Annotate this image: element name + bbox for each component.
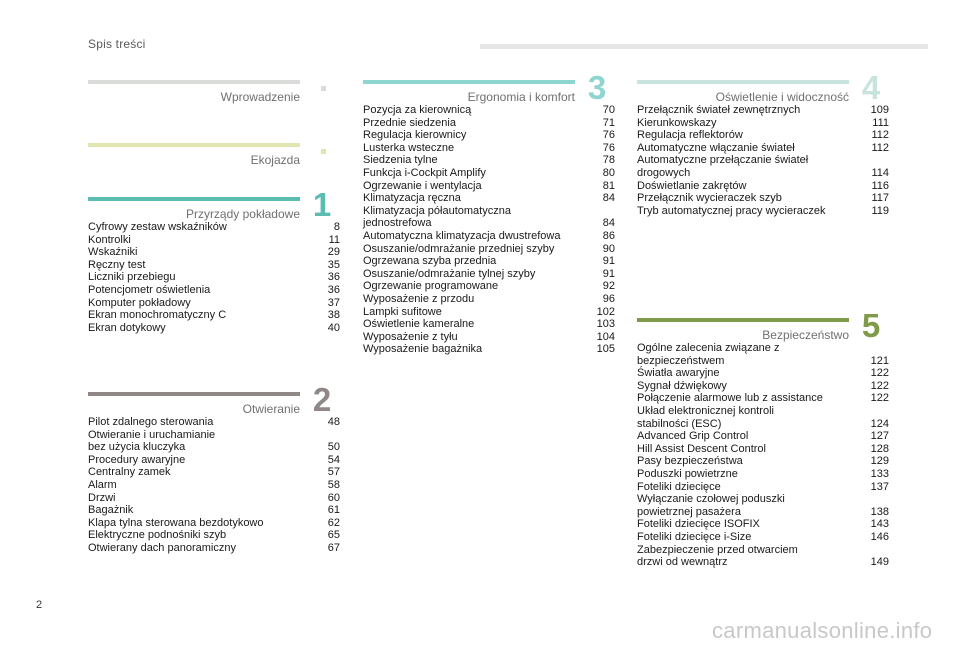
- toc-entry[interactable]: [363, 331, 615, 344]
- toc-entry-page: 86: [602, 229, 615, 242]
- toc-entry-label: Zabezpieczenie przed otwarciem drzwi od wewnątrz: [637, 543, 798, 569]
- toc-entry-page: 116: [871, 179, 889, 192]
- toc-entry-page: 104: [596, 330, 615, 343]
- section-bar: [88, 392, 300, 396]
- toc-entry-label: Oświetlenie kameralne: [363, 318, 475, 331]
- toc-entry-label: Wyposażenie z tyłu: [363, 330, 458, 343]
- toc-entry-page: 143: [870, 518, 889, 531]
- toc-entry-page: 81: [602, 179, 615, 192]
- toc-entry-label: Połączenie alarmowe lub z assistance: [637, 392, 823, 405]
- section-bar: [88, 143, 300, 147]
- toc-entry[interactable]: [637, 518, 889, 531]
- section-marker: [321, 86, 326, 91]
- toc-entry[interactable]: [637, 455, 889, 468]
- toc-entry-page: 36: [327, 283, 340, 296]
- toc-entry-page: 109: [870, 104, 889, 116]
- toc-entry-label: Osuszanie/odmrażanie przedniej szyby: [363, 242, 555, 255]
- toc-entry[interactable]: [363, 230, 615, 243]
- toc-entry-label: Advanced Grip Control: [637, 430, 749, 443]
- toc-entry-page: 146: [870, 530, 889, 543]
- toc-entry-page: 36: [327, 271, 340, 284]
- toc-entry[interactable]: [88, 322, 340, 335]
- toc-entry[interactable]: [637, 392, 889, 405]
- toc-entry-label: Pasy bezpieczeństwa: [637, 455, 743, 468]
- toc-entry-page: 90: [602, 242, 615, 255]
- toc-entry[interactable]: [88, 529, 340, 542]
- toc-entry-page: 61: [327, 504, 340, 517]
- section-title: Ergonomia i komfort: [467, 90, 575, 104]
- watermark: carmanualsonline.info: [712, 618, 933, 643]
- toc-entry-label: Przełącznik wycieraczek szyb: [637, 192, 782, 205]
- section-number: 1: [312, 186, 332, 223]
- toc-entry-label: Funkcja i-Cockpit Amplify: [363, 166, 486, 179]
- toc-entry-page: 76: [602, 129, 615, 142]
- toc-entry[interactable]: [637, 493, 889, 518]
- toc-entry[interactable]: [88, 234, 340, 247]
- section-bar: [637, 318, 849, 322]
- toc-entry-page: 117: [871, 192, 889, 205]
- toc-entry-label: Elektryczne podnośniki szyb: [88, 529, 227, 542]
- toc-list: [637, 342, 889, 569]
- toc-entry-page: 57: [327, 466, 340, 479]
- section-title: Otwieranie: [242, 402, 300, 416]
- toc-entry-page: 133: [870, 467, 889, 480]
- toc-entry-page: 48: [327, 416, 340, 428]
- toc-entry-label: Sygnał dźwiękowy: [637, 379, 727, 392]
- toc-entry[interactable]: [363, 243, 615, 256]
- toc-entry[interactable]: [363, 268, 615, 281]
- toc-entry-label: Wyposażenie bagażnika: [363, 343, 483, 356]
- toc-entry-label: Foteliki dziecięce ISOFIX: [637, 518, 760, 531]
- toc-entry-page: 91: [602, 255, 615, 268]
- toc-entry-label: Lusterka wsteczne: [363, 141, 455, 154]
- toc-entry-label: Ekran monochromatyczny C: [88, 309, 227, 322]
- section-number: 3: [587, 69, 607, 106]
- section-number: 4: [861, 69, 881, 106]
- toc-entry-label: Procedury awaryjne: [88, 453, 186, 466]
- toc-entry-label: Pilot zdalnego sterowania: [88, 416, 214, 428]
- toc-entry-label: Przednie siedzenia: [363, 116, 456, 129]
- toc-entry[interactable]: [637, 468, 889, 481]
- toc-entry-label: Ekran dotykowy: [88, 321, 166, 334]
- toc-entry-page: 96: [602, 292, 615, 305]
- toc-list: [363, 104, 615, 356]
- toc-entry-label: Centralny zamek: [88, 466, 171, 479]
- toc-entry-label: Lampki sufitowe: [363, 305, 442, 318]
- toc-entry[interactable]: [88, 517, 340, 530]
- toc-entry-page: 84: [602, 217, 615, 230]
- toc-entry-page: 122: [870, 367, 889, 380]
- toc-entry[interactable]: [363, 255, 615, 268]
- toc-entry-page: 58: [327, 478, 340, 491]
- section-wprowadzenie: [88, 80, 340, 104]
- toc-entry-label: Automatyczna klimatyzacja dwustrefowa: [363, 229, 561, 242]
- toc-entry-page: 37: [327, 296, 340, 309]
- toc-entry-label: Siedzenia tylne: [363, 154, 438, 167]
- toc-entry[interactable]: [88, 454, 340, 467]
- toc-entry[interactable]: [88, 259, 340, 272]
- toc-entry-label: Doświetlanie zakrętów: [637, 179, 747, 192]
- section-ekojazda: [88, 143, 340, 167]
- section-marker: [321, 149, 326, 154]
- toc-entry-label: Wskaźniki: [88, 246, 138, 259]
- toc-entry[interactable]: [88, 429, 340, 454]
- toc-entry-label: Potencjometr oświetlenia: [88, 283, 211, 296]
- toc-entry-page: 105: [596, 343, 615, 356]
- toc-entry-label: Poduszki powietrzne: [637, 467, 738, 480]
- toc-entry-page: 128: [870, 442, 889, 455]
- page-number: 2: [36, 599, 43, 611]
- toc-entry-page: 76: [602, 141, 615, 154]
- toc-entry-label: Klimatyzacja ręczna: [363, 192, 461, 205]
- toc-entry[interactable]: [637, 180, 889, 193]
- toc-entry-label: Ogrzewana szyba przednia: [363, 255, 497, 268]
- toc-entry-label: Automatyczne włączanie świateł: [637, 141, 795, 154]
- toc-entry[interactable]: [363, 306, 615, 319]
- toc-list: [637, 104, 889, 217]
- toc-entry[interactable]: [363, 293, 615, 306]
- toc-entry-label: Klimatyzacja półautomatyczna jednostrefowa: [363, 204, 511, 230]
- toc-entry-label: Regulacja kierownicy: [363, 129, 467, 142]
- toc-entry[interactable]: [637, 405, 889, 430]
- toc-entry[interactable]: [88, 246, 340, 259]
- toc-entry[interactable]: [363, 129, 615, 142]
- toc-entry[interactable]: [88, 309, 340, 322]
- toc-entry-page: 78: [602, 154, 615, 167]
- toc-entry-label: Drzwi: [88, 491, 116, 504]
- toc-entry[interactable]: [88, 466, 340, 479]
- toc-entry[interactable]: [363, 180, 615, 193]
- toc-entry-page: 114: [871, 166, 889, 179]
- toc-entry[interactable]: [88, 542, 340, 555]
- toc-entry-page: 112: [871, 141, 889, 154]
- toc-entry[interactable]: [637, 104, 889, 117]
- toc-entry[interactable]: [637, 154, 889, 179]
- toc-entry-label: Przełącznik świateł zewnętrznych: [637, 104, 801, 116]
- toc-entry[interactable]: [363, 343, 615, 356]
- section-bezpieczenstwo: [637, 307, 889, 569]
- toc-entry-page: 54: [327, 453, 340, 466]
- toc-entry-label: Regulacja reflektorów: [637, 129, 743, 142]
- toc-entry-page: 102: [596, 305, 615, 318]
- section-bar: [88, 80, 300, 84]
- section-title: Bezpieczeństwo: [762, 328, 849, 342]
- toc-entry[interactable]: [88, 416, 340, 429]
- section-oswietlenie: [637, 69, 889, 217]
- toc-entry[interactable]: [363, 280, 615, 293]
- toc-entry-label: Foteliki dziecięce: [637, 480, 721, 493]
- section-otwieranie: [88, 381, 340, 555]
- toc-entry-page: 50: [327, 441, 340, 454]
- toc-entry-label: Ogrzewanie i wentylacja: [363, 179, 482, 192]
- toc-entry-page: 103: [596, 318, 615, 331]
- toc-entry-page: 124: [870, 417, 889, 430]
- toc-entry-page: 121: [870, 354, 889, 367]
- section-ergonomia: [363, 69, 615, 356]
- toc-entry-page: 149: [870, 556, 889, 569]
- toc-entry-label: Osuszanie/odmrażanie tylnej szyby: [363, 267, 536, 280]
- toc-entry[interactable]: [363, 205, 615, 230]
- toc-entry-label: Ogrzewanie programowane: [363, 280, 499, 293]
- toc-entry[interactable]: [363, 167, 615, 180]
- toc-entry-label: Ogólne zalecenia związane z bezpieczeństwem: [637, 342, 780, 367]
- page-header-title: Spis treści: [88, 37, 146, 51]
- toc-entry[interactable]: [637, 430, 889, 443]
- toc-entry-label: Tryb automatycznej pracy wycieraczek: [637, 204, 826, 217]
- toc-entry-page: 60: [327, 491, 340, 504]
- toc-entry-label: Układ elektronicznej kontroli stabilności (ESC): [637, 404, 774, 430]
- toc-entry[interactable]: [88, 221, 340, 234]
- section-number: 2: [312, 381, 332, 418]
- toc-entry[interactable]: [637, 544, 889, 569]
- toc-entry-label: Hill Assist Descent Control: [637, 442, 766, 455]
- toc-entry-page: 122: [870, 392, 889, 405]
- toc-list: [88, 416, 340, 555]
- toc-entry-label: Klapa tylna sterowana bezdotykowo: [88, 516, 264, 529]
- toc-entry[interactable]: [637, 192, 889, 205]
- toc-entry[interactable]: [363, 154, 615, 167]
- toc-entry[interactable]: [637, 117, 889, 130]
- toc-entry-label: Ręczny test: [88, 258, 146, 271]
- toc-entry[interactable]: [637, 129, 889, 142]
- toc-entry-label: Liczniki przebiegu: [88, 271, 176, 284]
- toc-entry[interactable]: [88, 271, 340, 284]
- toc-entry[interactable]: [88, 492, 340, 505]
- toc-entry-label: Foteliki dziecięce i-Size: [637, 530, 752, 543]
- toc-entry[interactable]: [637, 380, 889, 393]
- toc-entry[interactable]: [363, 318, 615, 331]
- toc-entry-page: 29: [327, 246, 340, 259]
- section-przyrzady: [88, 186, 340, 334]
- toc-entry-page: 65: [327, 529, 340, 542]
- toc-entry[interactable]: [637, 531, 889, 544]
- toc-entry[interactable]: [637, 481, 889, 494]
- toc-entry[interactable]: [363, 104, 615, 117]
- toc-entry-label: Wyposażenie z przodu: [363, 292, 475, 305]
- section-bar: [88, 197, 300, 201]
- toc-entry-label: Otwierany dach panoramiczny: [88, 541, 236, 554]
- toc-entry-label: Pozycja za kierownicą: [363, 104, 472, 116]
- toc-entry-page: 38: [327, 309, 340, 322]
- section-bar: [363, 80, 575, 84]
- toc-entry-page: 127: [870, 430, 889, 443]
- toc-entry-page: 138: [870, 505, 889, 518]
- toc-entry-page: 119: [871, 204, 889, 217]
- toc-entry[interactable]: [363, 192, 615, 205]
- toc-list: [88, 221, 340, 334]
- toc-entry-label: Automatyczne przełączanie świateł drogowych: [637, 154, 809, 179]
- toc-entry-label: Cyfrowy zestaw wskaźników: [88, 221, 227, 233]
- toc-entry-page: 92: [602, 280, 615, 293]
- toc-entry[interactable]: [637, 342, 889, 367]
- toc-entry[interactable]: [637, 443, 889, 456]
- toc-entry-page: 40: [327, 321, 340, 334]
- toc-entry-label: Kierunkowskazy: [637, 116, 717, 129]
- toc-entry-label: Światła awaryjne: [637, 367, 720, 380]
- toc-entry-page: 70: [602, 104, 615, 116]
- toc-entry-page: 84: [602, 192, 615, 205]
- toc-entry-label: Alarm: [88, 478, 117, 491]
- toc-entry-page: 71: [602, 116, 615, 129]
- toc-entry[interactable]: [363, 142, 615, 155]
- toc-entry-page: 67: [327, 541, 340, 554]
- toc-entry-label: Bagażnik: [88, 504, 134, 517]
- toc-entry-page: 111: [872, 116, 889, 129]
- section-title: Ekojazda: [250, 153, 300, 167]
- header-divider: [480, 44, 928, 49]
- section-title: Wprowadzenie: [220, 90, 300, 104]
- toc-entry-label: Otwieranie i uruchamianie bez użycia kluczyka: [88, 428, 216, 454]
- toc-entry-page: 122: [870, 379, 889, 392]
- toc-entry[interactable]: [637, 142, 889, 155]
- toc-entry-label: Wyłączanie czołowej poduszki powietrznej pasażera: [637, 493, 785, 518]
- toc-entry[interactable]: [363, 117, 615, 130]
- toc-entry[interactable]: [88, 479, 340, 492]
- toc-entry-page: 112: [871, 129, 889, 142]
- toc-entry[interactable]: [88, 504, 340, 517]
- toc-entry-page: 35: [327, 258, 340, 271]
- toc-entry[interactable]: [88, 284, 340, 297]
- toc-entry-label: Kontrolki: [88, 233, 131, 246]
- toc-entry-page: 137: [870, 480, 889, 493]
- toc-entry-page: 80: [602, 166, 615, 179]
- toc-entry-page: 11: [328, 233, 340, 246]
- toc-entry[interactable]: [88, 297, 340, 310]
- section-bar: [637, 80, 849, 84]
- toc-entry-label: Komputer pokładowy: [88, 296, 191, 309]
- toc-entry[interactable]: [637, 367, 889, 380]
- toc-entry-page: 91: [602, 267, 615, 280]
- section-number: 5: [861, 307, 881, 344]
- toc-entry[interactable]: [637, 205, 889, 218]
- toc-entry-page: 8: [333, 221, 340, 233]
- toc-entry-page: 62: [327, 516, 340, 529]
- section-title: Oświetlenie i widoczność: [715, 90, 849, 104]
- section-title: Przyrządy pokładowe: [185, 207, 300, 221]
- toc-entry-page: 129: [870, 455, 889, 468]
